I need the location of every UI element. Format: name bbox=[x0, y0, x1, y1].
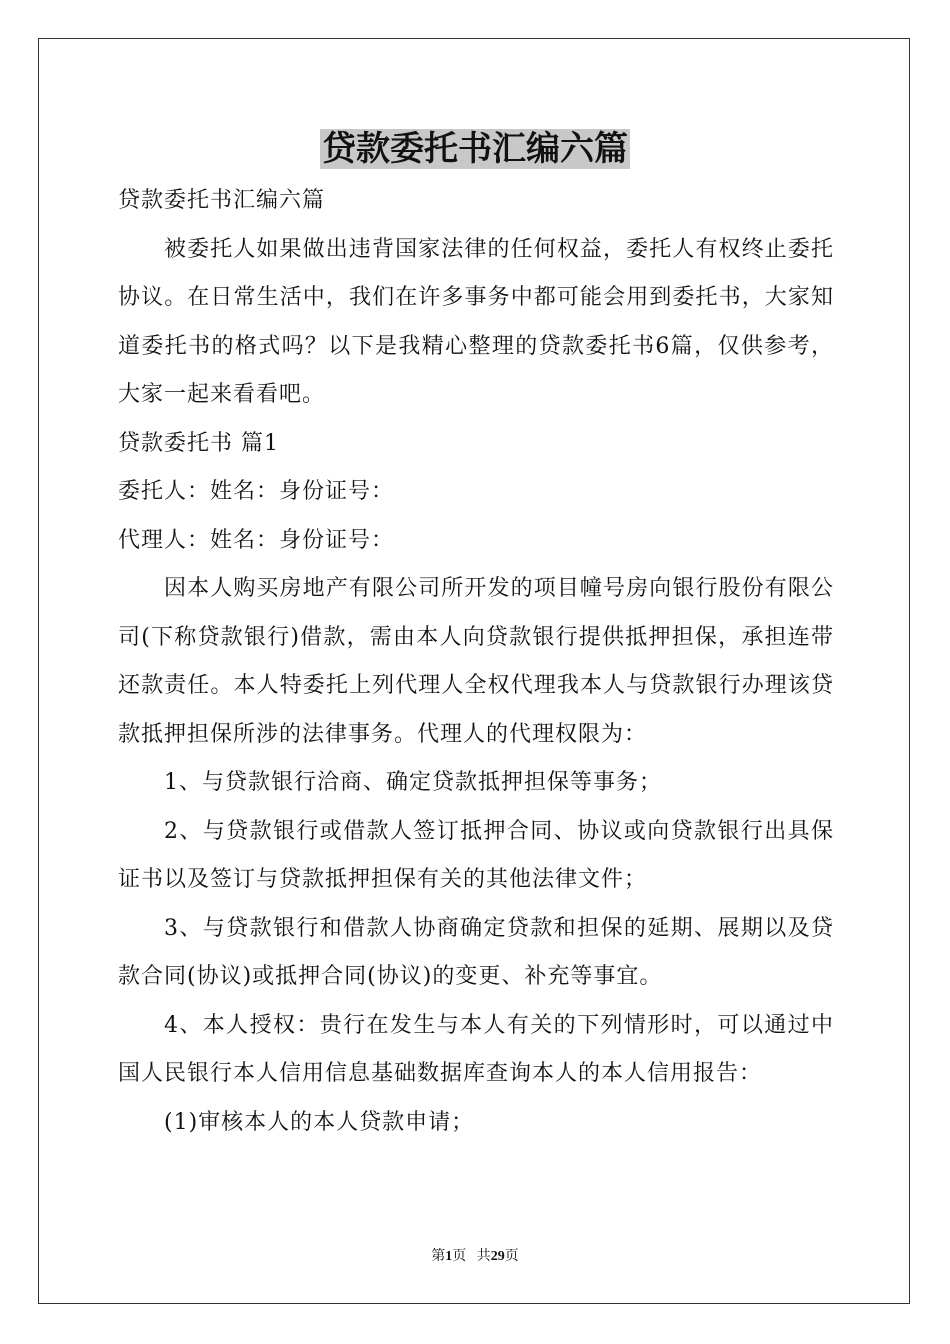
footer-page-prefix: 第 bbox=[431, 1249, 446, 1264]
footer-page-suffix: 页 bbox=[452, 1249, 467, 1264]
paragraph: 4、本人授权：贵行在发生与本人有关的下列情形时，可以通过中国人民银行本人信用信息基础数据库查询本人的本人信用报告： bbox=[118, 1012, 834, 1086]
page-footer bbox=[0, 1247, 950, 1267]
footer-total-pages: 29 bbox=[490, 1249, 505, 1264]
paragraph: 2、与贷款银行或借款人签订抵押合同、协议或向贷款银行出具保证书以及签订与贷款抵押担保有关的其他法律文件； bbox=[118, 818, 834, 892]
document-title-text: 贷款委托书汇编六篇 bbox=[322, 129, 628, 169]
paragraph: 贷款委托书 篇1 bbox=[118, 430, 279, 456]
document-body bbox=[118, 177, 834, 1147]
paragraph: 代理人：姓名：身份证号： bbox=[118, 527, 395, 553]
paragraph: 1、与贷款银行洽商、确定贷款抵押担保等事务； bbox=[164, 770, 662, 795]
footer-total-suffix: 页 bbox=[504, 1249, 519, 1264]
paragraph: 贷款委托书汇编六篇 bbox=[118, 188, 326, 213]
footer-total-prefix: 共 bbox=[476, 1249, 491, 1264]
document-title bbox=[0, 126, 950, 172]
footer-page-number: 1 bbox=[445, 1249, 453, 1264]
paragraph: (1)审核本人的本人贷款申请； bbox=[164, 1109, 475, 1135]
paragraph: 委托人：姓名：身份证号： bbox=[118, 479, 395, 504]
paragraph: 因本人购买房地产有限公司所开发的项目幢号房向银行股份有限公司(下称贷款银行)借款，需由本人向贷款银行提供抵押担保，承担连带还款责任。本人特委托上列代理人全权代理我本人与贷款银行办理该贷款抵押担保所涉的法律事务。代理人的代理权限为： bbox=[118, 576, 834, 747]
paragraph: 3、与贷款银行和借款人协商确定贷款和担保的延期、展期以及贷款合同(协议)或抵押合同(协议)的变更、补充等事宜。 bbox=[118, 915, 834, 989]
paragraph: 被委托人如果做出违背国家法律的任何权益，委托人有权终止委托协议。在日常生活中，我们在许多事务中都可能会用到委托书，大家知道委托书的格式吗？以下是我精心整理的贷款委托书6篇，仅供参考，大家一起来看看吧。 bbox=[118, 236, 834, 407]
